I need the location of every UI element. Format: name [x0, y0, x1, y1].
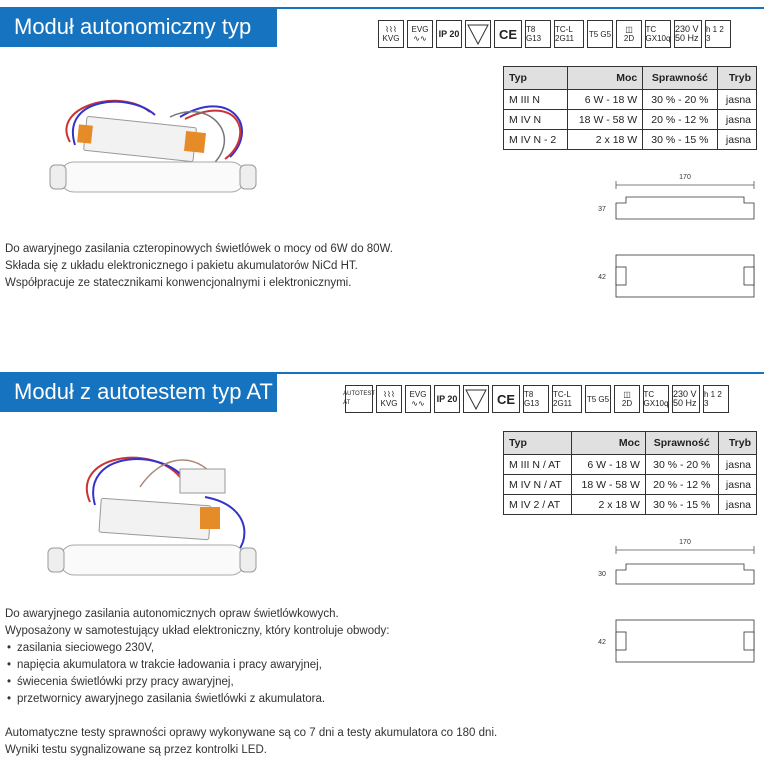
hours-icon: h 1 2 3 — [705, 20, 731, 48]
spec-table — [503, 431, 757, 515]
spec-table — [503, 66, 757, 150]
col-tryb: Tryb — [718, 432, 756, 455]
cell-sprawnosc: 30 % - 20 % — [643, 90, 717, 110]
col-typ: Typ — [504, 67, 568, 90]
col-sprawnosc: Sprawność — [645, 432, 718, 455]
cell-moc: 6 W - 18 W — [572, 455, 646, 475]
ip20-icon: IP 20 — [436, 20, 462, 48]
cell-moc: 6 W - 18 W — [567, 90, 643, 110]
cell-typ: M IV N - 2 — [504, 130, 568, 150]
cell-sprawnosc: 30 % - 15 % — [645, 495, 718, 515]
cell-typ: M IV 2 / AT — [504, 495, 572, 515]
table-header-row — [504, 432, 757, 455]
2d-lamp-icon: ◫ 2D — [614, 385, 640, 413]
desc-line: Do awaryjnego zasilania autonomicznych opraw świetlówkowych. — [5, 608, 339, 620]
table-row — [504, 110, 757, 130]
cell-moc: 2 x 18 W — [572, 495, 646, 515]
dim-depth-label: 42 — [598, 274, 606, 281]
f-mark-icon — [465, 20, 491, 48]
tc-lamp-icon: TC GX10q — [645, 20, 671, 48]
t5-lamp-icon: T5 G5 — [587, 20, 613, 48]
evg-icon: EVG ∿∿ — [405, 385, 431, 413]
dim-height-label: 37 — [598, 206, 606, 213]
desc-line: Składa się z układu elektronicznego i pakietu akumulatorów NiCd HT. — [5, 260, 358, 272]
desc-line: Do awaryjnego zasilania czteropinowych świetlówek o mocy od 6W do 80W. — [5, 243, 393, 255]
voltage-icon: 230 V 50 Hz — [672, 385, 700, 413]
cell-sprawnosc: 20 % - 12 % — [643, 110, 717, 130]
cell-tryb: jasna — [717, 130, 756, 150]
f-mark-icon — [463, 385, 489, 413]
description — [5, 606, 497, 759]
autotest-icon: AUTOTEST AT — [345, 385, 373, 413]
dimension-drawing — [590, 532, 760, 672]
dim-depth-label: 42 — [598, 639, 606, 646]
tcl-lamp-icon: TC-L 2G11 — [554, 20, 584, 48]
cell-typ: M IV N — [504, 110, 568, 130]
ip20-icon: IP 20 — [434, 385, 460, 413]
list-item: • świecenia świetlówki przy pracy awaryjnej, — [17, 674, 497, 691]
table-row — [504, 130, 757, 150]
kvg-icon: ⌇⌇⌇ KVG — [376, 385, 402, 413]
col-typ: Typ — [504, 432, 572, 455]
cell-tryb: jasna — [718, 495, 756, 515]
kvg-icon: ⌇⌇⌇ KVG — [378, 20, 404, 48]
desc-line: Wyniki testu sygnalizowane są przez kontrolki LED. — [5, 744, 267, 756]
voltage-icon: 230 V 50 Hz — [674, 20, 702, 48]
col-tryb: Tryb — [717, 67, 756, 90]
cell-moc: 18 W - 58 W — [572, 475, 646, 495]
evg-icon: EVG ∿∿ — [407, 20, 433, 48]
desc-line: Wyposażony w samotestujący układ elektroniczny, który kontroluje obwody: — [5, 625, 390, 637]
list-item: • napięcia akumulatora w trakcie ładowania i pracy awaryjnej, — [17, 657, 497, 674]
table-row — [504, 90, 757, 110]
section-title: Moduł autonomiczny typ SE — [0, 7, 277, 47]
dim-height-label: 30 — [598, 571, 606, 578]
product-photo — [30, 447, 260, 587]
table-row — [504, 495, 757, 515]
dimension-drawing — [590, 167, 760, 307]
cell-tryb: jasna — [717, 90, 756, 110]
col-sprawnosc: Sprawność — [643, 67, 717, 90]
t5-lamp-icon: T5 G5 — [585, 385, 611, 413]
cell-tryb: jasna — [718, 475, 756, 495]
cell-sprawnosc: 30 % - 15 % — [643, 130, 717, 150]
title-rule — [277, 372, 764, 374]
cell-sprawnosc: 20 % - 12 % — [645, 475, 718, 495]
t8-lamp-icon: T8 G13 — [523, 385, 549, 413]
ce-mark-icon: CE — [494, 20, 522, 48]
t8-lamp-icon: T8 G13 — [525, 20, 551, 48]
section-at — [0, 372, 764, 768]
table-row — [504, 455, 757, 475]
tcl-lamp-icon: TC-L 2G11 — [552, 385, 582, 413]
desc-line: Współpracuje ze statecznikami konwencjonalnymi i elektronicznymi. — [5, 277, 352, 289]
hours-icon: h 1 2 3 — [703, 385, 729, 413]
certification-icons — [378, 20, 731, 54]
dim-width-label: 170 — [679, 539, 691, 546]
2d-lamp-icon: ◫ 2D — [616, 20, 642, 48]
bullet-list — [5, 640, 497, 708]
table-header-row — [504, 67, 757, 90]
cell-typ: M III N / AT — [504, 455, 572, 475]
cell-moc: 18 W - 58 W — [567, 110, 643, 130]
tc-lamp-icon: TC GX10q — [643, 385, 669, 413]
section-title: Moduł z autotestem typ AT — [0, 372, 277, 412]
product-photo — [30, 87, 260, 217]
cell-moc: 2 x 18 W — [567, 130, 643, 150]
description — [5, 241, 393, 292]
cell-typ: M IV N / AT — [504, 475, 572, 495]
cell-sprawnosc: 30 % - 20 % — [645, 455, 718, 475]
title-rule — [277, 7, 764, 9]
ce-mark-icon: CE — [492, 385, 520, 413]
cell-typ: M III N — [504, 90, 568, 110]
cell-tryb: jasna — [718, 455, 756, 475]
col-moc: Moc — [567, 67, 643, 90]
certification-icons — [345, 385, 729, 419]
table-row — [504, 475, 757, 495]
cell-tryb: jasna — [717, 110, 756, 130]
desc-line: Automatyczne testy sprawności oprawy wykonywane są co 7 dni a testy akumulatora co 180 dni. — [5, 727, 498, 739]
dim-width-label: 170 — [679, 174, 691, 181]
section-se — [0, 7, 764, 352]
list-item: • przetwornicy awaryjnego zasilania świetlówki z akumulatora. — [17, 691, 497, 708]
col-moc: Moc — [572, 432, 646, 455]
list-item: • zasilania sieciowego 230V, — [17, 640, 497, 657]
